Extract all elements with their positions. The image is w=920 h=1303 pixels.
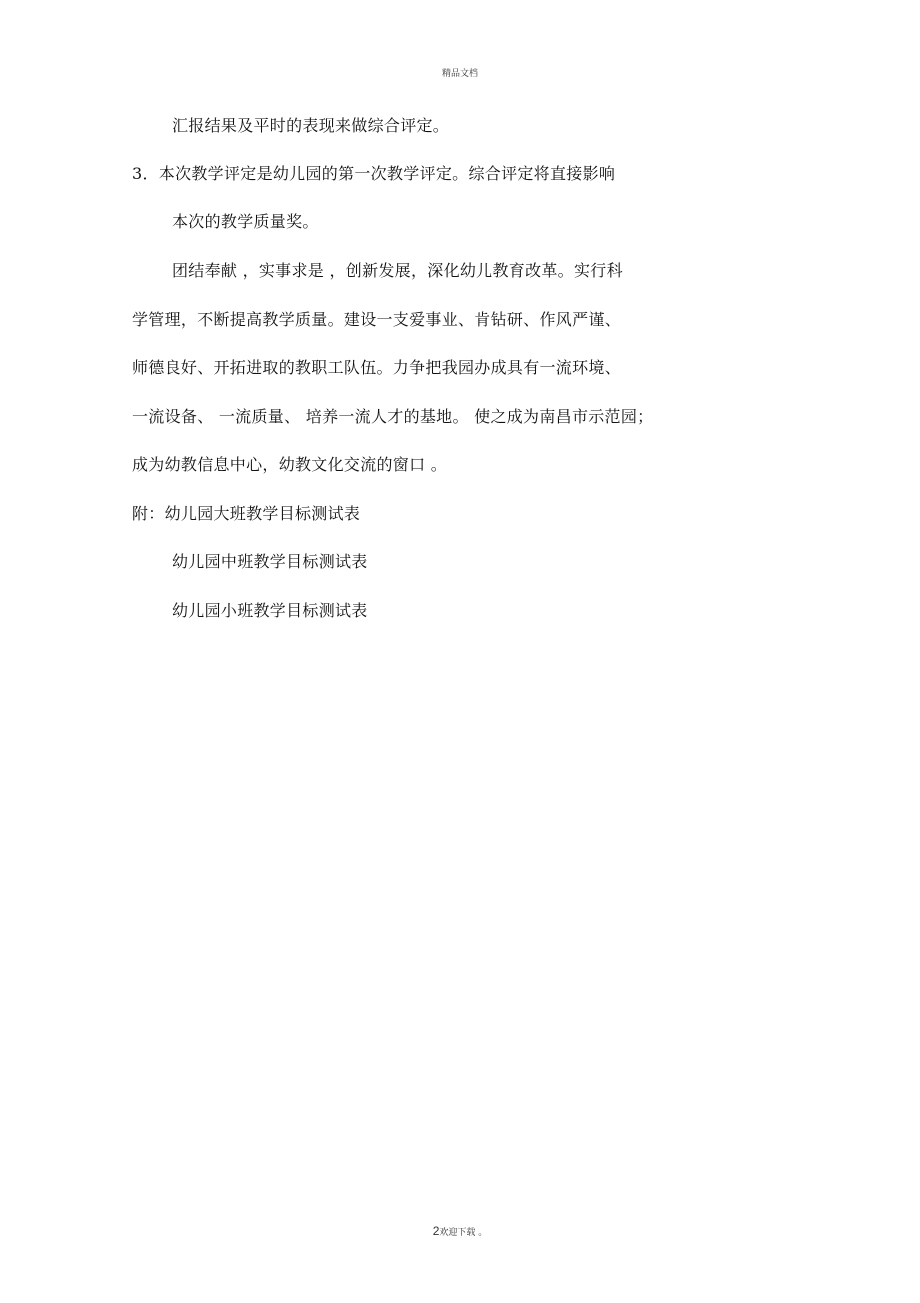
body-line-2: 3．本次教学评定是幼儿园的第一次教学评定。综合评定将直接影响 xyxy=(132,164,616,183)
page-number: 2 xyxy=(432,1224,440,1238)
body-line-5: 学管理，不断提高教学质量。建设一支爱事业、肯钻研、作风严谨、 xyxy=(132,310,622,329)
appendix-item-small: 幼儿园小班教学目标测试表 xyxy=(172,601,368,620)
page-footer xyxy=(0,1224,920,1238)
body-line-3: 本次的教学质量奖。 xyxy=(172,212,319,231)
page-header: 精品文档 xyxy=(441,69,478,79)
body-line-6: 师德良好、开拓进取的教职工队伍。力争把我园办成具有一流环境、 xyxy=(132,358,622,377)
footer-text: 欢迎下载 。 xyxy=(439,1228,488,1238)
body-line-8: 成为幼教信息中心，幼教文化交流的窗口 。 xyxy=(132,455,448,474)
appendix-item-middle: 幼儿园中班教学目标测试表 xyxy=(172,552,368,571)
body-line-4: 团结奉献 ，实事求是 ，创新发展，深化幼儿教育改革。实行科 xyxy=(172,261,623,280)
appendix-title: 附：幼儿园大班教学目标测试表 xyxy=(132,504,361,523)
body-line-1: 汇报结果及平时的表现来做综合评定。 xyxy=(172,116,450,135)
body-line-7: 一流设备、 一流质量、 培养一流人才的基地。 使之成为南昌市示范园； xyxy=(132,407,654,426)
